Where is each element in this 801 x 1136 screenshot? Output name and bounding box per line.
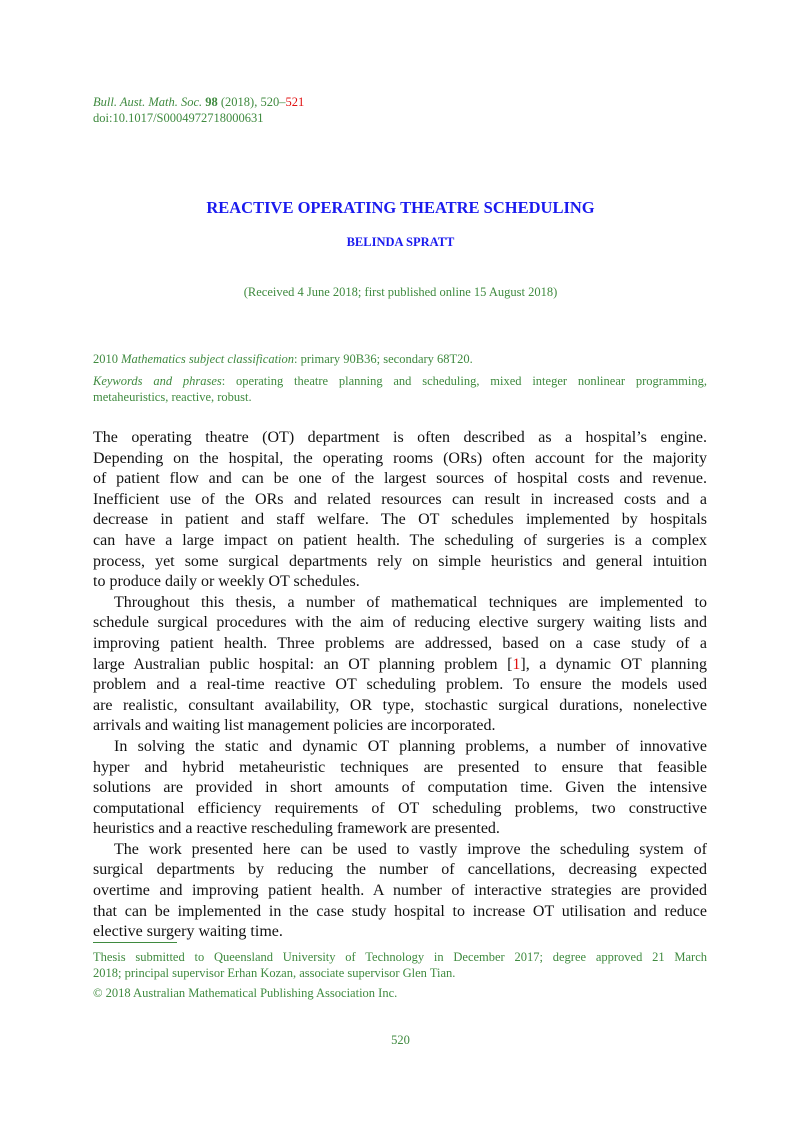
text-line: overtime and improving patient health. A number of interactive strategies are provided — [93, 882, 707, 900]
text-line: decrease in patient and staff welfare. The OT schedules implemented by hospitals — [93, 511, 707, 529]
text-line: elective surgery waiting time. — [93, 923, 283, 941]
text-line: arrivals and waiting list management policies are incorporated. — [93, 717, 496, 735]
received-dates: (Received 4 June 2018; first published online 15 August 2018) — [243, 285, 558, 299]
text-line: improving patient health. Three problems are addressed, based on a case study of a — [93, 634, 707, 652]
journal-name: Bull. Aust. Math. Soc. — [93, 95, 203, 109]
pages-end-link[interactable]: 521 — [285, 95, 305, 109]
paragraph — [93, 737, 707, 840]
text-line: are realistic, consultant availability, OR type, stochastic surgical durations, nonelective — [93, 696, 707, 714]
text-line: computational efficiency requirements of OT scheduling problems, two constructive — [93, 799, 707, 817]
keywords-line — [93, 373, 707, 389]
footnote-line: 2018; principal supervisor Erhan Kozan, associate supervisor Glen Tian. — [93, 966, 456, 980]
text-line: heuristics and a reactive rescheduling framework are presented. — [93, 820, 500, 838]
copyright: © 2018 Australian Mathematical Publishing Association Inc. — [93, 986, 398, 1000]
page-number: 520 — [391, 1033, 410, 1047]
text-line: that can be implemented in the case study hospital to increase OT utilisation and reduce — [93, 902, 707, 920]
keywords-text: metaheuristics, reactive, robust. — [93, 390, 252, 404]
citation-link[interactable]: 1 — [512, 655, 521, 673]
text-line: problem and a real-time reactive OT scheduling problem. To ensure the models used — [93, 676, 707, 694]
year: (2018), — [220, 95, 258, 109]
text-line: to produce daily or weekly OT schedules. — [93, 573, 360, 591]
paragraph — [93, 428, 707, 593]
text-segment: ], a dynamic OT planning — [520, 655, 707, 673]
text-line — [93, 655, 707, 676]
text-line: can have a large impact on patient health. The scheduling of surgeries is a complex — [93, 531, 707, 549]
text-line: The operating theatre (OT) department is often described as a hospital’s engine. — [93, 429, 707, 446]
text-line: Inefficient use of the ORs and related resources can result in increased costs and a — [93, 490, 707, 508]
text-line: hyper and hybrid metaheuristic techniques are presented to ensure that feasible — [93, 758, 707, 776]
text-line: surgical departments by reducing the number of cancellations, decreasing expected — [93, 861, 707, 879]
keywords-text: : operating theatre planning and scheduling, mixed integer nonlinear programming, — [221, 374, 708, 388]
footnote-rule — [93, 942, 177, 943]
msc-year: 2010 — [93, 352, 118, 366]
msc-classification — [93, 352, 707, 367]
pages-start: 520– — [260, 95, 286, 109]
text-line: process, yet some surgical departments rely on simple heuristics and general intuition — [93, 552, 707, 570]
volume: 98 — [205, 95, 218, 109]
text-line: In solving the static and dynamic OT planning problems, a number of innovative — [114, 737, 707, 755]
text-line: Depending on the hospital, the operating rooms (ORs) often account for the majority — [93, 449, 707, 467]
msc-value: : primary 90B36; secondary 68T20. — [294, 352, 473, 366]
keywords-label: Keywords and phrases — [93, 374, 222, 388]
paragraph — [93, 593, 707, 737]
doi: doi:10.1017/S0004972718000631 — [93, 111, 264, 125]
author: BELINDA SPRATT — [346, 235, 455, 249]
citation-line — [93, 94, 304, 110]
abstract-body — [93, 428, 707, 943]
paper-title: REACTIVE OPERATING THEATRE SCHEDULING — [206, 198, 595, 217]
msc-label: Mathematics subject classification — [121, 352, 295, 366]
footnote-line: Thesis submitted to Queensland University of Technology in December 2017; degree approved 21 March — [93, 950, 707, 964]
text-line: of patient flow and can be one of the largest sources of hospital costs and revenue. — [93, 470, 707, 488]
footnote — [93, 949, 707, 981]
text-line: The work presented here can be used to vastly improve the scheduling system of — [114, 840, 707, 858]
text-line: Throughout this thesis, a number of mathematical techniques are implemented to — [114, 593, 707, 611]
text-line: solutions are provided in short amounts of computation time. Given the intensive — [93, 779, 707, 797]
text-line: schedule surgical procedures with the aim of reducing elective surgery waiting lists and — [93, 614, 707, 632]
journal-header — [93, 94, 304, 126]
text-segment: large Australian public hospital: an OT planning problem [ — [93, 655, 513, 673]
keywords — [93, 373, 707, 405]
paragraph — [93, 840, 707, 943]
